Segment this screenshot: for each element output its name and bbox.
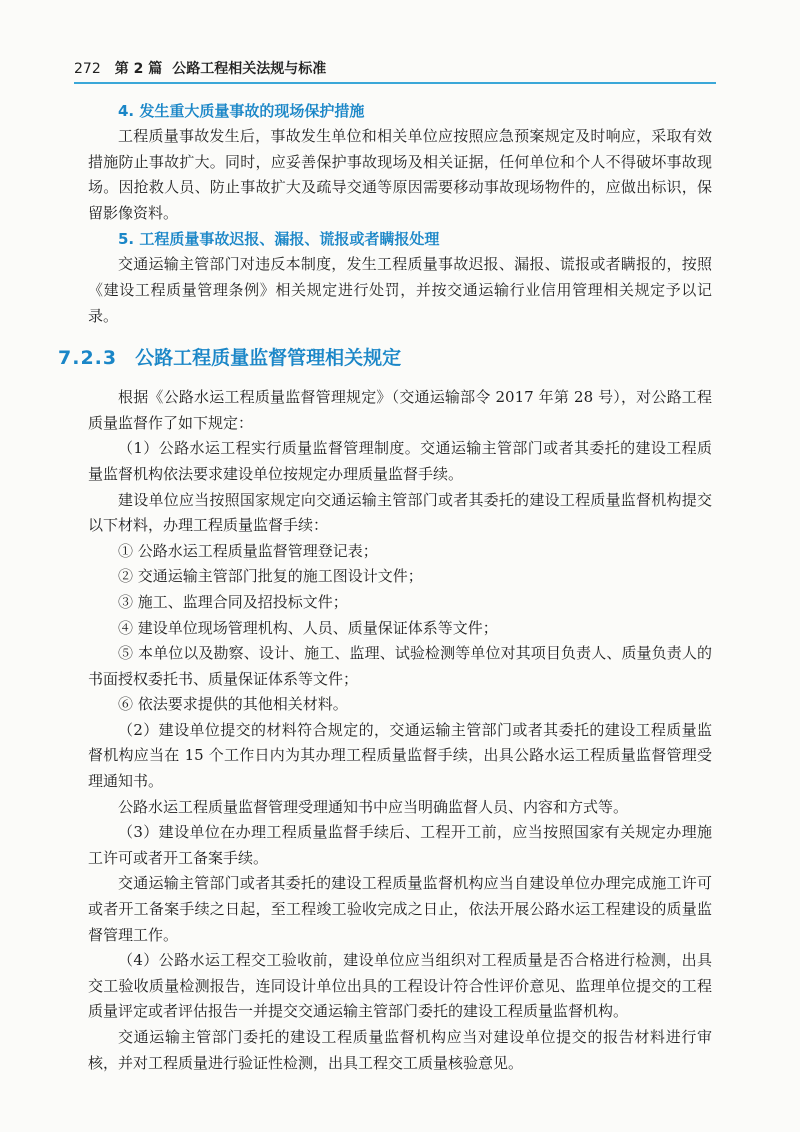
paragraph: （1）公路水运工程实行质量监督管理制度。交通运输主管部门或者其委托的建设工程质量监督机构依法要求建设单位按规定办理质量监督手续。 bbox=[88, 439, 712, 483]
list-item: ① 公路水运工程质量监督管理登记表； bbox=[118, 541, 378, 560]
paragraph: 交通运输主管部门或者其委托的建设工程质量监督机构应当自建设单位办理完成施工许可或者开工备案手续之日起，至工程竣工验收完成之日止，依法开展公路水运工程建设的质量监督管理工作。 bbox=[88, 874, 712, 944]
page-number: 272 bbox=[74, 61, 101, 77]
list-item: ⑥ 依法要求提供的其他相关材料。 bbox=[118, 695, 348, 714]
subheading-4: 4. 发生重大质量事故的现场保护措施 bbox=[118, 102, 365, 120]
paragraph: （3）建设单位在办理工程质量监督手续后、工程开工前，应当按照国家有关规定办理施工许可或者开工备案手续。 bbox=[88, 823, 712, 867]
part-label: 第 2 篇 bbox=[114, 61, 163, 77]
list-item: ⑤ 本单位以及勘察、设计、施工、监理、试验检测等单位对其项目负责人、质量负责人的书面授权委托书、质量保证体系等文件； bbox=[88, 644, 712, 688]
paragraph: 根据《公路水运工程质量监督管理规定》（交通运输部令 2017 年第 28 号），对公路工程质量监督作了如下规定： bbox=[88, 388, 712, 432]
section-number: 7.2.3 bbox=[58, 347, 118, 370]
paragraph: 交通运输主管部门对违反本制度，发生工程质量事故迟报、漏报、谎报或者瞒报的，按照《建设工程质量管理条例》相关规定进行处罚，并按交通运输行业信用管理相关规定予以记录。 bbox=[88, 255, 712, 325]
paragraph: 交通运输主管部门委托的建设工程质量监督机构应当对建设单位提交的报告材料进行审核，并对工程质量进行验证性检测，出具工程交工质量核验意见。 bbox=[88, 1028, 712, 1072]
section-title: 公路工程质量监督管理相关规定 bbox=[135, 347, 402, 370]
list-item: ③ 施工、监理合同及招投标文件； bbox=[118, 592, 348, 611]
page-body bbox=[58, 98, 712, 1076]
paragraph: 公路水运工程质量监督管理受理通知书中应当明确监督人员、内容和方式等。 bbox=[118, 797, 629, 816]
subheading-5: 5. 工程质量事故迟报、漏报、谎报或者瞒报处理 bbox=[118, 230, 440, 249]
running-title: 公路工程相关法规与标准 bbox=[172, 61, 327, 77]
paragraph: （2）建设单位提交的材料符合规定的，交通运输主管部门或者其委托的建设工程质量监督机构应当在 15 个工作日内为其办理工程质量监督手续，出具公路水运工程质量监督管理受理通知书。 bbox=[88, 720, 712, 791]
list-item: ④ 建设单位现场管理机构、人员、质量保证体系等文件； bbox=[118, 618, 498, 637]
paragraph: 工程质量事故发生后，事故发生单位和相关单位应按照应急预案规定及时响应，采取有效措施防止事故扩大。同时，应妥善保护事故现场及相关证据，任何单位和个人不得破坏事故现场。因抢救人员、防止事故扩大及疏导交通等原因需要移动事故现场物件的，应做出标识，保留影像资料。 bbox=[88, 127, 712, 222]
paragraph: （4）公路水运工程交工验收前，建设单位应当组织对工程质量是否合格进行检测，出具交工验收质量检测报告，连同设计单位出具的工程设计符合性评价意见、监理单位提交的工程质量评定或者评估报告一并提交交通运输主管部门委托的建设工程质量监督机构。 bbox=[88, 951, 712, 1021]
list-item: ② 交通运输主管部门批复的施工图设计文件； bbox=[118, 567, 423, 586]
section-heading bbox=[58, 343, 712, 373]
header-rule bbox=[74, 82, 716, 84]
paragraph: 建设单位应当按照国家规定向交通运输主管部门或者其委托的建设工程质量监督机构提交以下材料，办理工程质量监督手续： bbox=[88, 490, 712, 535]
page-header bbox=[74, 58, 714, 78]
